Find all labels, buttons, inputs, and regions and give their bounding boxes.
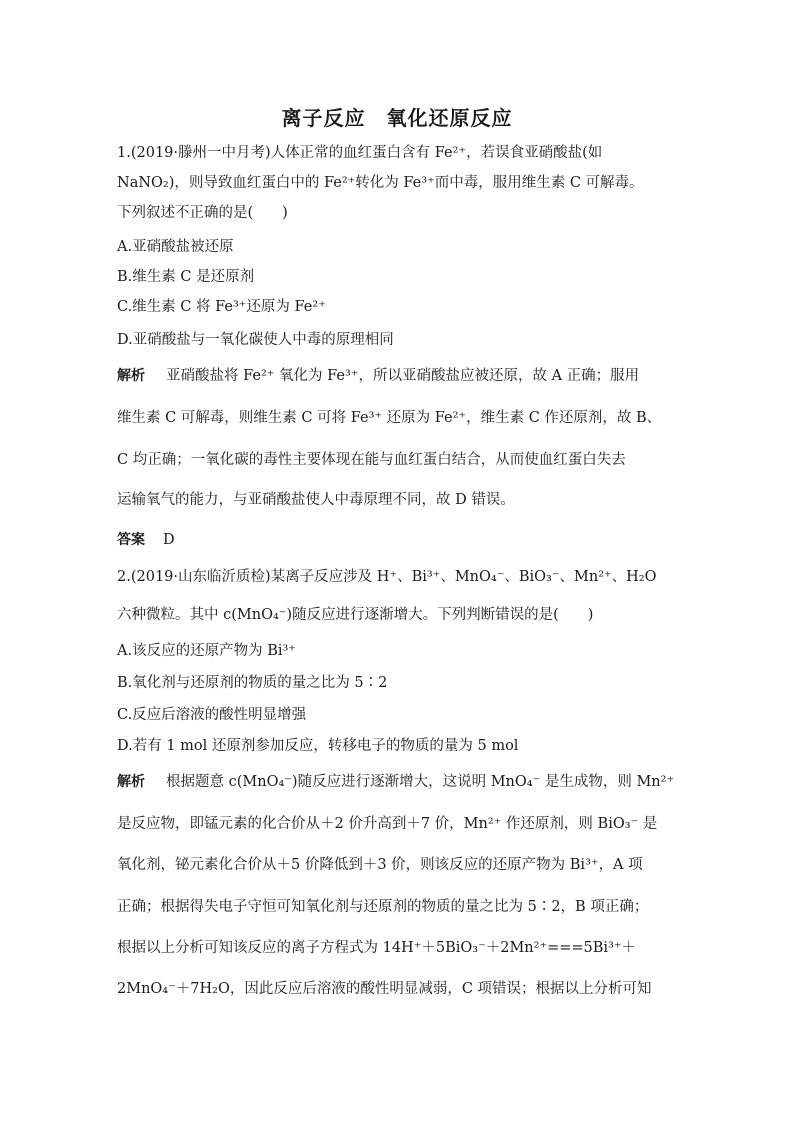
q1-answer: D	[163, 532, 175, 548]
q1-analysis-line-1: 亚硝酸盐将 Fe²⁺ 氧化为 Fe³⁺，所以亚硝酸盐应被还原，故 A 正确；服用	[166, 368, 640, 384]
q2-analysis-line-5: 根据以上分析可知该反应的离子方程式为 14H⁺＋5BiO₃⁻＋2Mn²⁺===5Bi³⁺＋	[117, 940, 637, 956]
q2-analysis-line-6: 2MnO₄⁻＋7H₂O，因此反应后溶液的酸性明显减弱，C 项错误；根据以上分析可知	[117, 981, 652, 997]
q1-answer-label: 答案	[117, 532, 145, 548]
q1-option-a: A.亚硝酸盐被还原	[117, 239, 234, 255]
q2-analysis-label: 解析	[117, 774, 145, 790]
q1-option-c: C.维生素 C 将 Fe³⁺还原为 Fe²⁺	[117, 299, 326, 315]
q1-analysis-line-3: C 均正确；一氧化碳的毒性主要体现在能与血红蛋白结合，从而使血红蛋白失去	[117, 452, 626, 468]
q2-analysis-line-4: 正确；根据得失电子守恒可知氧化剂与还原剂的物质的量之比为 5∶2，B 项正确；	[117, 899, 649, 915]
q1-stem-line-3: 下列叙述不正确的是( )	[117, 205, 288, 221]
q2-stem-line-2: 六种微粒。其中 c(MnO₄⁻)随反应进行逐渐增大。下列判断错误的是( )	[117, 607, 594, 623]
page-title: 离子反应 氧化还原反应	[281, 106, 513, 130]
q2-analysis-line-3: 氧化剂，铋元素化合价从＋5 价降低到＋3 价，则该反应的还原产物为 Bi³⁺，A 项	[117, 857, 643, 873]
q1-stem-line-2: NaNO₂)，则导致血红蛋白中的 Fe²⁺转化为 Fe³⁺而中毒，服用维生素 C 可解毒。	[117, 175, 644, 191]
q2-stem-line-1: 2.(2019·山东临沂质检)某离子反应涉及 H⁺、Bi³⁺、MnO₄⁻、BiO₃⁻、Mn²⁺、H₂O	[117, 569, 657, 585]
q1-option-d: D.亚硝酸盐与一氧化碳使人中毒的原理相同	[117, 332, 394, 348]
q2-option-c: C.反应后溶液的酸性明显增强	[117, 707, 307, 723]
q1-analysis-line-2: 维生素 C 可解毒，则维生素 C 可将 Fe³⁺ 还原为 Fe²⁺，维生素 C 作还原剂，故 B、	[117, 410, 662, 426]
q2-option-d: D.若有 1 mol 还原剂参加反应，转移电子的物质的量为 5 mol	[117, 738, 519, 754]
q2-analysis-line-1: 根据题意 c(MnO₄⁻)随反应进行逐渐增大，这说明 MnO₄⁻ 是生成物，则 Mn²⁺	[166, 774, 675, 790]
q2-option-a: A.该反应的还原产物为 Bi³⁺	[117, 643, 296, 659]
q1-stem-line-1: 1.(2019·滕州一中月考)人体正常的血红蛋白含有 Fe²⁺，若误食亚硝酸盐(如	[117, 145, 603, 161]
q1-option-b: B.维生素 C 是还原剂	[117, 269, 255, 285]
q2-analysis-line-2: 是反应物，即锰元素的化合价从＋2 价升高到＋7 价，Mn²⁺ 作还原剂，则 BiO₃⁻ 是	[117, 816, 658, 832]
q1-analysis-line-4: 运输氧气的能力，与亚硝酸盐使人中毒原理不同，故 D 错误。	[117, 492, 515, 508]
q2-option-b: B.氧化剂与还原剂的物质的量之比为 5∶2	[117, 675, 388, 691]
q1-analysis-label: 解析	[117, 368, 145, 384]
